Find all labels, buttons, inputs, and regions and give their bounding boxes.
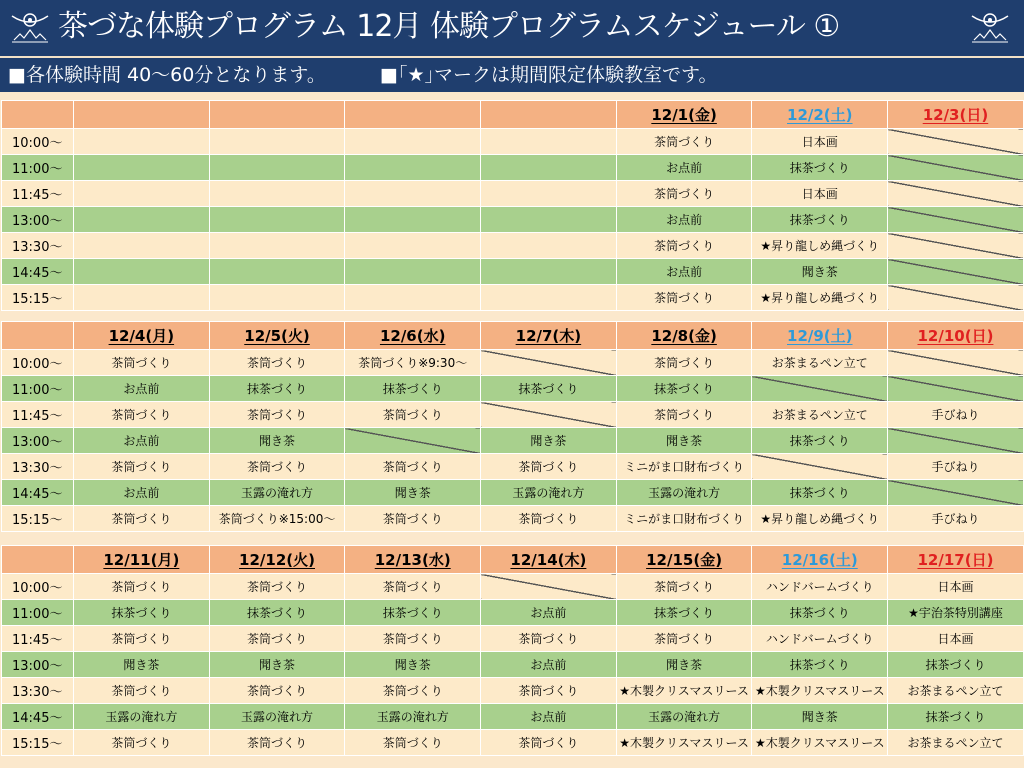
- date-header-cell: [74, 546, 210, 574]
- program-cell: 玉露の淹れ方: [209, 480, 345, 506]
- unavailable-slot: [888, 350, 1024, 376]
- time-slot-row: [2, 402, 1024, 428]
- program-cell: 抹茶づくり: [752, 480, 888, 506]
- unavailable-slot: [481, 574, 617, 600]
- program-cell: 聞き茶: [345, 480, 481, 506]
- program-cell: ミニがま口財布づくり: [616, 454, 752, 480]
- schedule-table-week-2: [1, 321, 1024, 532]
- date-label: 12/11(月): [103, 551, 180, 569]
- program-cell: 聞き茶: [752, 259, 888, 285]
- program-cell: 茶筒づくり: [616, 181, 752, 207]
- program-cell: 抹茶づくり: [752, 428, 888, 454]
- date-header-row: [2, 322, 1024, 350]
- program-cell: 抹茶づくり: [752, 600, 888, 626]
- time-slot-row: [2, 259, 1024, 285]
- program-cell: 茶筒づくり: [481, 730, 617, 756]
- empty-slot: [74, 129, 210, 155]
- program-cell: ★昇り龍しめ縄づくり: [752, 506, 888, 532]
- time-label: 13:30～: [2, 454, 74, 480]
- unavailable-slot: [888, 181, 1024, 207]
- time-label: 11:00～: [2, 600, 74, 626]
- program-cell: 抹茶づくり: [345, 600, 481, 626]
- empty-slot: [345, 233, 481, 259]
- time-slot-row: [2, 376, 1024, 402]
- date-header-cell: [345, 101, 481, 129]
- date-label: 12/17(日): [917, 551, 994, 569]
- program-cell: お茶まるペン立て: [888, 730, 1024, 756]
- empty-slot: [481, 233, 617, 259]
- program-cell: 玉露の淹れ方: [616, 480, 752, 506]
- program-cell: 聞き茶: [209, 652, 345, 678]
- program-cell: ★宇治茶特別講座: [888, 600, 1024, 626]
- time-slot-row: [2, 574, 1024, 600]
- program-cell: 手びねり: [888, 454, 1024, 480]
- program-cell: 手びねり: [888, 402, 1024, 428]
- time-label: 14:45～: [2, 259, 74, 285]
- date-header-cell: [74, 101, 210, 129]
- program-cell: 茶筒づくり: [209, 402, 345, 428]
- program-cell: 茶筒づくり: [74, 454, 210, 480]
- unavailable-slot: [888, 155, 1024, 181]
- empty-slot: [345, 207, 481, 233]
- notes-bar: [0, 58, 1024, 92]
- program-cell: お茶まるペン立て: [888, 678, 1024, 704]
- empty-slot: [209, 129, 345, 155]
- program-cell: 抹茶づくり: [74, 600, 210, 626]
- empty-slot: [345, 155, 481, 181]
- program-cell: お点前: [74, 428, 210, 454]
- program-cell: ★昇り龍しめ縄づくり: [752, 233, 888, 259]
- empty-slot: [481, 285, 617, 311]
- time-label: 13:00～: [2, 652, 74, 678]
- date-header-cell: [752, 546, 888, 574]
- chazuna-logo-icon: [8, 6, 52, 50]
- program-cell: 日本画: [888, 574, 1024, 600]
- program-cell: お点前: [616, 207, 752, 233]
- program-cell: 抹茶づくり: [481, 376, 617, 402]
- empty-slot: [345, 181, 481, 207]
- program-cell: 茶筒づくり: [209, 678, 345, 704]
- program-cell: 茶筒づくり: [616, 402, 752, 428]
- date-header-cell: [888, 546, 1024, 574]
- date-header-row: [2, 546, 1024, 574]
- empty-slot: [345, 259, 481, 285]
- unavailable-slot: [752, 454, 888, 480]
- schedule-table-week-3: [1, 545, 1024, 756]
- program-cell: ★木製クリスマスリース: [616, 678, 752, 704]
- empty-slot: [74, 285, 210, 311]
- program-cell: 玉露の淹れ方: [74, 704, 210, 730]
- time-label: 14:45～: [2, 480, 74, 506]
- program-cell: 日本画: [888, 626, 1024, 652]
- program-cell: 茶筒づくり: [74, 678, 210, 704]
- time-slot-row: [2, 233, 1024, 259]
- corner-cell: [2, 322, 74, 350]
- corner-cell: [2, 101, 74, 129]
- program-cell: 茶筒づくり: [616, 129, 752, 155]
- date-header-cell: [74, 322, 210, 350]
- time-label: 13:30～: [2, 233, 74, 259]
- program-cell: 茶筒づくり: [209, 350, 345, 376]
- unavailable-slot: [888, 207, 1024, 233]
- date-label: 12/6(水): [379, 327, 446, 345]
- program-cell: 茶筒づくり: [345, 506, 481, 532]
- program-cell: 聞き茶: [74, 652, 210, 678]
- unavailable-slot: [888, 285, 1024, 311]
- program-cell: 茶筒づくり: [209, 626, 345, 652]
- empty-slot: [345, 285, 481, 311]
- date-label: 12/13(水): [374, 551, 451, 569]
- time-label: 11:45～: [2, 181, 74, 207]
- time-label: 10:00～: [2, 574, 74, 600]
- program-cell: ハンドバームづくり: [752, 574, 888, 600]
- duration-note: ■各体験時間 40～60分となります。: [8, 64, 326, 86]
- program-cell: ミニがま口財布づくり: [616, 506, 752, 532]
- program-cell: お点前: [74, 480, 210, 506]
- date-header-row: [2, 101, 1024, 129]
- unavailable-slot: [888, 233, 1024, 259]
- unavailable-slot: [752, 376, 888, 402]
- program-cell: お点前: [616, 155, 752, 181]
- date-label: 12/4(月): [108, 327, 175, 345]
- program-cell: 茶筒づくり: [481, 454, 617, 480]
- empty-slot: [209, 285, 345, 311]
- program-cell: 聞き茶: [345, 652, 481, 678]
- program-cell: 玉露の淹れ方: [616, 704, 752, 730]
- program-cell: 玉露の淹れ方: [345, 704, 481, 730]
- unavailable-slot: [888, 480, 1024, 506]
- program-cell: 茶筒づくり: [74, 730, 210, 756]
- time-label: 15:15～: [2, 506, 74, 532]
- time-slot-row: [2, 129, 1024, 155]
- empty-slot: [74, 181, 210, 207]
- date-label: 12/16(土): [781, 551, 858, 569]
- header-bar: [0, 0, 1024, 58]
- program-cell: 茶筒づくり※15:00～: [209, 506, 345, 532]
- empty-slot: [74, 155, 210, 181]
- time-slot-row: [2, 454, 1024, 480]
- time-slot-row: [2, 480, 1024, 506]
- date-label: 12/8(金): [651, 327, 717, 345]
- program-cell: 茶筒づくり: [345, 730, 481, 756]
- program-cell: 抹茶づくり: [752, 155, 888, 181]
- program-cell: 抹茶づくり: [888, 704, 1024, 730]
- date-header-cell: [888, 101, 1024, 129]
- empty-slot: [74, 233, 210, 259]
- time-slot-row: [2, 428, 1024, 454]
- program-cell: 茶筒づくり: [74, 626, 210, 652]
- program-cell: 聞き茶: [752, 704, 888, 730]
- program-cell: 茶筒づくり: [481, 678, 617, 704]
- empty-slot: [481, 155, 617, 181]
- empty-slot: [74, 207, 210, 233]
- program-cell: 手びねり: [888, 506, 1024, 532]
- program-cell: 抹茶づくり: [209, 600, 345, 626]
- time-slot-row: [2, 155, 1024, 181]
- time-slot-row: [2, 600, 1024, 626]
- empty-slot: [345, 129, 481, 155]
- program-cell: 抹茶づくり: [209, 376, 345, 402]
- date-header-cell: [345, 546, 481, 574]
- time-label: 11:00～: [2, 376, 74, 402]
- time-slot-row: [2, 181, 1024, 207]
- program-cell: 茶筒づくり※9:30～: [345, 350, 481, 376]
- date-header-cell: [616, 101, 752, 129]
- program-cell: 茶筒づくり: [74, 350, 210, 376]
- time-slot-row: [2, 350, 1024, 376]
- program-cell: 茶筒づくり: [345, 402, 481, 428]
- program-cell: お点前: [481, 652, 617, 678]
- program-cell: ★木製クリスマスリース: [752, 730, 888, 756]
- program-cell: 茶筒づくり: [616, 626, 752, 652]
- date-label: 12/5(火): [244, 327, 310, 345]
- program-cell: 抹茶づくり: [888, 652, 1024, 678]
- program-cell: 抹茶づくり: [752, 652, 888, 678]
- program-cell: お点前: [616, 259, 752, 285]
- time-label: 15:15～: [2, 285, 74, 311]
- program-cell: 茶筒づくり: [345, 678, 481, 704]
- program-cell: 茶筒づくり: [616, 233, 752, 259]
- date-header-cell: [752, 101, 888, 129]
- program-cell: 茶筒づくり: [481, 626, 617, 652]
- time-slot-row: [2, 285, 1024, 311]
- empty-slot: [481, 181, 617, 207]
- program-cell: 茶筒づくり: [74, 574, 210, 600]
- unavailable-slot: [345, 428, 481, 454]
- program-cell: 茶筒づくり: [345, 454, 481, 480]
- schedule-table-week-1: [1, 100, 1024, 311]
- program-cell: お点前: [74, 376, 210, 402]
- date-header-cell: [888, 322, 1024, 350]
- program-cell: 抹茶づくり: [616, 376, 752, 402]
- date-label: 12/9(土): [787, 327, 853, 345]
- time-label: 13:30～: [2, 678, 74, 704]
- empty-slot: [209, 155, 345, 181]
- date-header-cell: [616, 546, 752, 574]
- unavailable-slot: [888, 428, 1024, 454]
- date-label: 12/15(金): [646, 551, 723, 569]
- program-cell: 聞き茶: [481, 428, 617, 454]
- date-label: 12/1(金): [651, 106, 717, 124]
- time-slot-row: [2, 678, 1024, 704]
- program-cell: 聞き茶: [616, 652, 752, 678]
- program-cell: ★木製クリスマスリース: [752, 678, 888, 704]
- empty-slot: [481, 129, 617, 155]
- program-cell: 茶筒づくり: [74, 506, 210, 532]
- date-header-cell: [481, 101, 617, 129]
- program-cell: 茶筒づくり: [481, 506, 617, 532]
- program-cell: 抹茶づくり: [752, 207, 888, 233]
- corner-cell: [2, 546, 74, 574]
- time-label: 13:00～: [2, 428, 74, 454]
- date-header-cell: [345, 322, 481, 350]
- program-cell: 茶筒づくり: [209, 574, 345, 600]
- unavailable-slot: [888, 376, 1024, 402]
- date-header-cell: [481, 546, 617, 574]
- empty-slot: [481, 207, 617, 233]
- date-header-cell: [209, 101, 345, 129]
- unavailable-slot: [888, 129, 1024, 155]
- program-cell: お茶まるペン立て: [752, 402, 888, 428]
- program-cell: 茶筒づくり: [345, 574, 481, 600]
- date-label: 12/10(日): [917, 327, 994, 345]
- program-cell: 日本画: [752, 129, 888, 155]
- empty-slot: [209, 181, 345, 207]
- time-slot-row: [2, 626, 1024, 652]
- program-cell: 玉露の淹れ方: [481, 480, 617, 506]
- page-title: 茶づな体験プログラム 12月 体験プログラムスケジュール ①: [58, 9, 840, 44]
- time-label: 13:00～: [2, 207, 74, 233]
- program-cell: お茶まるペン立て: [752, 350, 888, 376]
- program-cell: ハンドバームづくり: [752, 626, 888, 652]
- date-label: 12/14(木): [510, 551, 587, 569]
- empty-slot: [481, 259, 617, 285]
- unavailable-slot: [481, 350, 617, 376]
- time-label: 15:15～: [2, 730, 74, 756]
- program-cell: 茶筒づくり: [74, 402, 210, 428]
- unavailable-slot: [481, 402, 617, 428]
- program-cell: ★木製クリスマスリース: [616, 730, 752, 756]
- time-label: 14:45～: [2, 704, 74, 730]
- program-cell: 抹茶づくり: [616, 600, 752, 626]
- date-label: 12/12(火): [239, 551, 315, 569]
- empty-slot: [209, 207, 345, 233]
- date-header-cell: [209, 322, 345, 350]
- time-label: 10:00～: [2, 350, 74, 376]
- program-cell: ★昇り龍しめ縄づくり: [752, 285, 888, 311]
- time-slot-row: [2, 506, 1024, 532]
- program-cell: 茶筒づくり: [345, 626, 481, 652]
- program-cell: 聞き茶: [209, 428, 345, 454]
- time-slot-row: [2, 730, 1024, 756]
- date-header-cell: [481, 322, 617, 350]
- date-label: 12/7(木): [515, 327, 582, 345]
- program-cell: 茶筒づくり: [616, 350, 752, 376]
- time-slot-row: [2, 704, 1024, 730]
- empty-slot: [209, 233, 345, 259]
- date-header-cell: [616, 322, 752, 350]
- time-slot-row: [2, 207, 1024, 233]
- program-cell: 玉露の淹れ方: [209, 704, 345, 730]
- time-label: 11:45～: [2, 402, 74, 428]
- program-cell: お点前: [481, 704, 617, 730]
- program-cell: 茶筒づくり: [616, 574, 752, 600]
- chazuna-logo-icon: [968, 6, 1012, 50]
- empty-slot: [209, 259, 345, 285]
- program-cell: 茶筒づくり: [209, 730, 345, 756]
- unavailable-slot: [888, 259, 1024, 285]
- time-slot-row: [2, 652, 1024, 678]
- date-label: 12/2(土): [787, 106, 853, 124]
- empty-slot: [74, 259, 210, 285]
- date-label: 12/3(日): [922, 106, 989, 124]
- time-label: 11:45～: [2, 626, 74, 652]
- date-header-cell: [209, 546, 345, 574]
- program-cell: お点前: [481, 600, 617, 626]
- limited-note: ■｢★｣マークは期間限定体験教室です。: [380, 64, 718, 86]
- program-cell: 茶筒づくり: [209, 454, 345, 480]
- program-cell: 聞き茶: [616, 428, 752, 454]
- date-header-cell: [752, 322, 888, 350]
- time-label: 11:00～: [2, 155, 74, 181]
- program-cell: 日本画: [752, 181, 888, 207]
- time-label: 10:00～: [2, 129, 74, 155]
- program-cell: 抹茶づくり: [345, 376, 481, 402]
- program-cell: 茶筒づくり: [616, 285, 752, 311]
